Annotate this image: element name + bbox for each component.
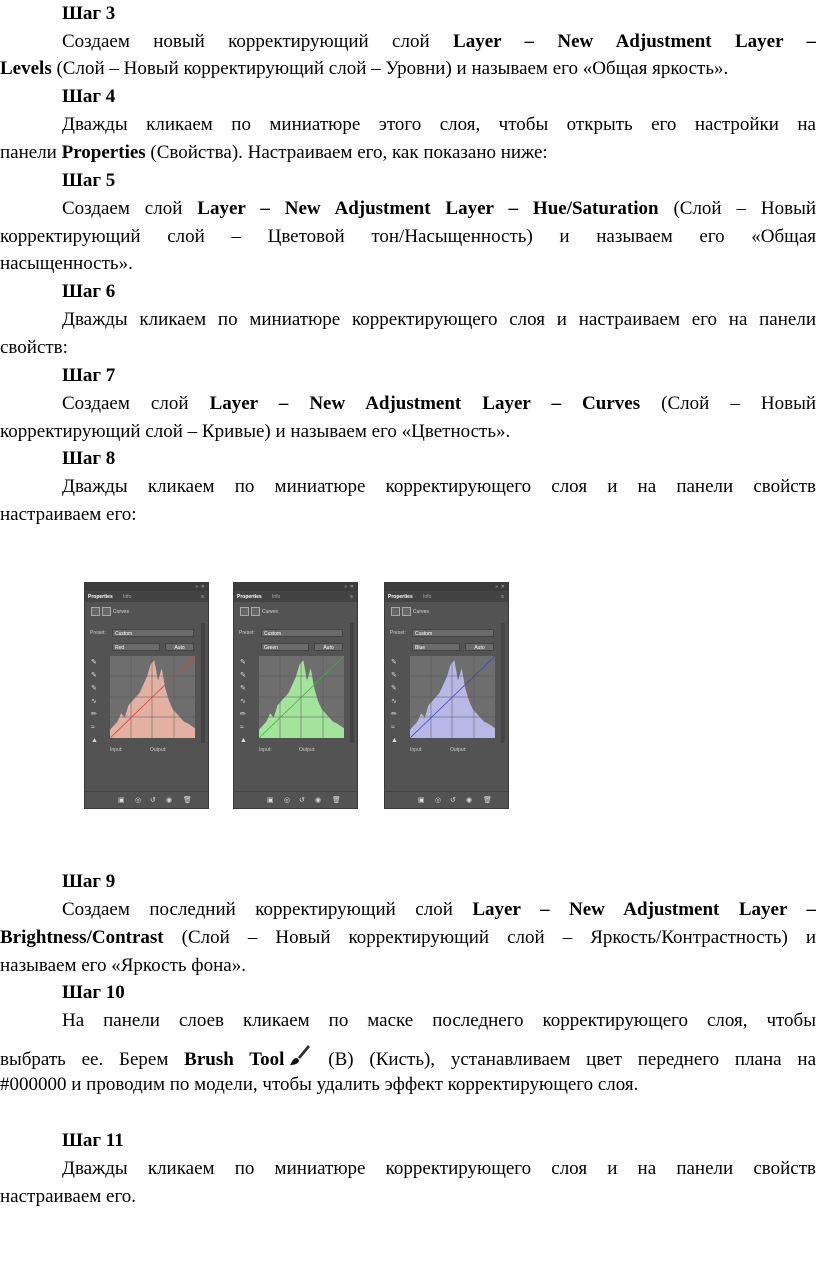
eyedropper-icon[interactable]: ✎ bbox=[240, 685, 246, 692]
input-label: Input: bbox=[259, 747, 272, 753]
view-previous-icon[interactable]: ◎ bbox=[284, 797, 291, 804]
step-11-line-2: настраиваем его. bbox=[0, 1186, 137, 1207]
mask-icon bbox=[102, 607, 111, 616]
curves-properties-panel: » ✕ Properties Info ≡ Curves Preset: Custom Red Auto ✎ ✎ ✎ ∿ ✏ ≈ ▲ Input: Output: ▣ ◎ ↺ ◉ 🗑 bbox=[85, 583, 208, 808]
smooth-icon[interactable]: ≈ bbox=[240, 724, 244, 731]
eyedropper-icon[interactable]: ✎ bbox=[391, 685, 397, 692]
clipping-icon[interactable]: ▲ bbox=[240, 737, 247, 744]
panel-footer bbox=[234, 791, 357, 808]
step-4-line-1: Дважды кликаем по миниатюре этого слоя, чтобы открыть его настройки на bbox=[62, 114, 816, 135]
step-9-title: Шаг 9 bbox=[62, 871, 116, 892]
auto-button[interactable]: Auto bbox=[314, 643, 343, 651]
input-label: Input: bbox=[110, 747, 123, 753]
curve-tools bbox=[91, 659, 103, 750]
clipping-icon[interactable]: ▲ bbox=[91, 737, 98, 744]
preset-label: Preset: bbox=[90, 630, 106, 636]
step-4-title: Шаг 4 bbox=[62, 86, 116, 107]
step-8-title: Шаг 8 bbox=[62, 448, 116, 469]
scrollbar[interactable] bbox=[501, 623, 505, 743]
eyedropper-icon[interactable]: ✎ bbox=[91, 685, 97, 692]
smooth-icon[interactable]: ≈ bbox=[91, 724, 95, 731]
preset-select[interactable]: Custom bbox=[112, 629, 194, 637]
output-label: Output: bbox=[450, 747, 467, 753]
curve-tools bbox=[391, 659, 403, 750]
view-previous-icon[interactable]: ◎ bbox=[435, 797, 442, 804]
step-5-title: Шаг 5 bbox=[62, 170, 116, 191]
clip-icon[interactable]: ▣ bbox=[418, 797, 425, 804]
step-9-line-3: называем его «Яркость фона». bbox=[0, 955, 246, 976]
panel-menu-icon[interactable]: ≡ bbox=[201, 594, 204, 600]
auto-button[interactable]: Auto bbox=[465, 643, 494, 651]
eyedropper-icon[interactable]: ✎ bbox=[91, 672, 97, 679]
tab-info[interactable]: Info bbox=[272, 594, 281, 600]
panel-header: Curves bbox=[391, 607, 429, 616]
step-7-line-1: Создаем слой Layer – New Adjustment Layer – Curves (Слой – Новый bbox=[62, 393, 816, 414]
step-5-line-3: насыщенность». bbox=[0, 253, 133, 274]
clipping-icon[interactable]: ▲ bbox=[391, 737, 398, 744]
step-3-title: Шаг 3 bbox=[62, 3, 116, 24]
curves-properties-panel: » ✕ Properties Info ≡ Curves Preset: Custom Green Auto ✎ ✎ ✎ ∿ ✏ ≈ ▲ Input: Output: ▣ ◎ ↺ ◉ 🗑 bbox=[234, 583, 357, 808]
panel-header: Curves bbox=[240, 607, 278, 616]
pencil-icon[interactable]: ✏ bbox=[240, 711, 246, 718]
step-4-line-2: панели Properties (Свойства). Настраиваем его, как показано ниже: bbox=[0, 142, 548, 163]
panel-menu-icon[interactable]: ≡ bbox=[350, 594, 353, 600]
step-7-title: Шаг 7 bbox=[62, 365, 116, 386]
tab-info[interactable]: Info bbox=[123, 594, 132, 600]
mask-icon bbox=[402, 607, 411, 616]
step-6-title: Шаг 6 bbox=[62, 281, 116, 302]
curve-icon[interactable]: ∿ bbox=[240, 698, 246, 705]
step-8-line-1: Дважды кликаем по миниатюре корректирующего слоя и на панели свойств bbox=[62, 476, 816, 497]
eyedropper-icon[interactable]: ✎ bbox=[240, 672, 246, 679]
step-10-title: Шаг 10 bbox=[62, 982, 125, 1003]
curve-graph[interactable] bbox=[110, 656, 195, 738]
brush-icon bbox=[286, 1043, 312, 1069]
curve-icon[interactable]: ∿ bbox=[391, 698, 397, 705]
output-label: Output: bbox=[150, 747, 167, 753]
step-11-title: Шаг 11 bbox=[62, 1130, 124, 1151]
preset-select[interactable]: Custom bbox=[261, 629, 343, 637]
tab-info[interactable]: Info bbox=[423, 594, 432, 600]
reset-icon[interactable]: ↺ bbox=[450, 797, 456, 804]
smooth-icon[interactable]: ≈ bbox=[391, 724, 395, 731]
step-5-line-2: корректирующий слой – Цветовой тон/Насыщенность) и называем его «Общая bbox=[0, 226, 816, 247]
panel-menu-icon[interactable]: ≡ bbox=[501, 594, 504, 600]
curve-graph[interactable] bbox=[259, 656, 344, 738]
panel-header: Curves bbox=[91, 607, 129, 616]
step-7-line-2: корректирующий слой – Кривые) и называем его «Цветность». bbox=[0, 421, 511, 442]
tab-properties[interactable]: Properties bbox=[388, 594, 413, 600]
mask-icon bbox=[251, 607, 260, 616]
pencil-icon[interactable]: ✏ bbox=[91, 711, 97, 718]
curves-properties-panel: » ✕ Properties Info ≡ Curves Preset: Custom Blue Auto ✎ ✎ ✎ ∿ ✏ ≈ ▲ Input: Output: ▣ ◎ ↺ ◉ 🗑 bbox=[385, 583, 508, 808]
trash-icon[interactable]: 🗑 bbox=[332, 797, 341, 804]
step-11-line-1: Дважды кликаем по миниатюре корректирующего слоя и на панели свойств bbox=[62, 1158, 816, 1179]
step-9-line-1: Создаем последний корректирующий слой Layer – New Adjustment Layer – bbox=[62, 899, 816, 920]
visibility-icon[interactable]: ◉ bbox=[466, 797, 473, 804]
curves-icon bbox=[391, 607, 400, 616]
curve-tools bbox=[240, 659, 252, 750]
trash-icon[interactable]: 🗑 bbox=[183, 797, 192, 804]
channel-select[interactable]: Red bbox=[112, 643, 160, 651]
preset-select[interactable]: Custom bbox=[412, 629, 494, 637]
preset-label: Preset: bbox=[239, 630, 255, 636]
visibility-icon[interactable]: ◉ bbox=[315, 797, 322, 804]
curve-icon[interactable]: ∿ bbox=[91, 698, 97, 705]
eyedropper-icon[interactable]: ✎ bbox=[91, 659, 97, 666]
input-label: Input: bbox=[410, 747, 423, 753]
pencil-icon[interactable]: ✏ bbox=[391, 711, 397, 718]
curves-icon bbox=[91, 607, 100, 616]
clip-icon[interactable]: ▣ bbox=[118, 797, 125, 804]
channel-select[interactable]: Blue bbox=[412, 643, 460, 651]
curve-graph[interactable] bbox=[410, 656, 495, 738]
trash-icon[interactable]: 🗑 bbox=[483, 797, 492, 804]
step-10-line-2: выбрать ее. Берем Brush Tool (B) (Кисть), устанавливаем цвет переднего плана на bbox=[0, 1043, 816, 1073]
step-10-line-1: На панели слоев кликаем по маске последнего корректирующего слоя, чтобы bbox=[62, 1010, 816, 1031]
step-6-line-1: Дважды кликаем по миниатюре корректирующего слоя и настраиваем его на панели bbox=[62, 309, 816, 330]
step-8-line-2: настраиваем его: bbox=[0, 504, 137, 525]
step-3-line-1: Создаем новый корректирующий слой Layer – New Adjustment Layer – bbox=[62, 31, 816, 52]
reset-icon[interactable]: ↺ bbox=[299, 797, 305, 804]
tab-properties[interactable]: Properties bbox=[88, 594, 113, 600]
tab-properties[interactable]: Properties bbox=[237, 594, 262, 600]
reset-icon[interactable]: ↺ bbox=[150, 797, 156, 804]
step-5-line-1: Создаем слой Layer – New Adjustment Layer – Hue/Saturation (Слой – Новый bbox=[62, 198, 816, 219]
scrollbar[interactable] bbox=[201, 623, 205, 743]
panel-footer bbox=[85, 791, 208, 808]
scrollbar[interactable] bbox=[350, 623, 354, 743]
auto-button[interactable]: Auto bbox=[165, 643, 194, 651]
step-3-line-2: Levels (Слой – Новый корректирующий слой – Уровни) и называем его «Общая яркость». bbox=[0, 58, 729, 79]
step-6-line-2: свойств: bbox=[0, 337, 68, 358]
panel-footer bbox=[385, 791, 508, 808]
preset-label: Preset: bbox=[390, 630, 406, 636]
eyedropper-icon[interactable]: ✎ bbox=[391, 672, 397, 679]
eyedropper-icon[interactable]: ✎ bbox=[240, 659, 246, 666]
visibility-icon[interactable]: ◉ bbox=[166, 797, 173, 804]
view-previous-icon[interactable]: ◎ bbox=[135, 797, 142, 804]
channel-select[interactable]: Green bbox=[261, 643, 309, 651]
step-10-line-3: #000000 и проводим по модели, чтобы удалить эффект корректирующего слоя. bbox=[0, 1074, 639, 1095]
curves-icon bbox=[240, 607, 249, 616]
clip-icon[interactable]: ▣ bbox=[267, 797, 274, 804]
eyedropper-icon[interactable]: ✎ bbox=[391, 659, 397, 666]
output-label: Output: bbox=[299, 747, 316, 753]
step-9-line-2: Brightness/Contrast (Слой – Новый корректирующий слой – Яркость/Контрастность) и bbox=[0, 927, 816, 948]
